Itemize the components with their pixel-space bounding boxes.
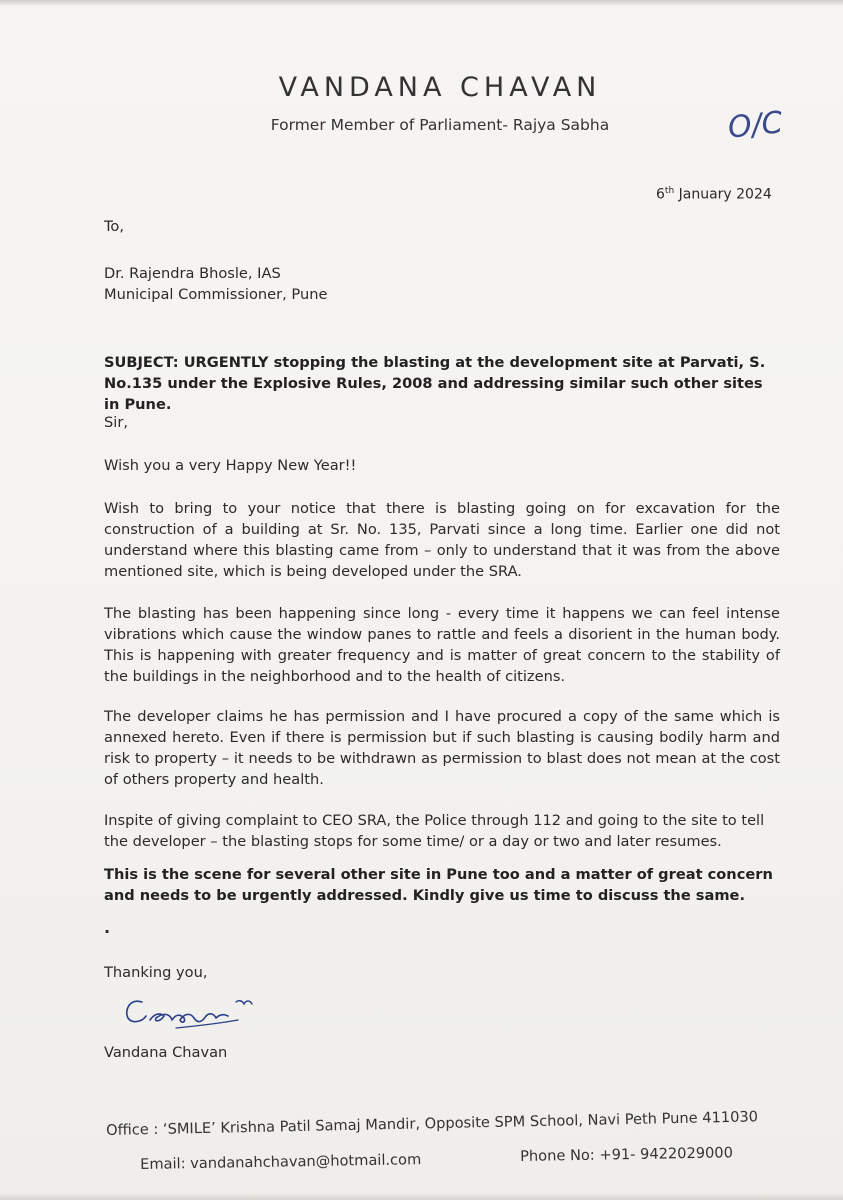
date-day: 6 (656, 186, 665, 203)
footer-office-address: Office : ‘SMILE’ Krishna Patil Samaj Mandir, Opposite SPM School, Navi Peth Pune 411030 (106, 1108, 759, 1139)
paragraph-3: The blasting has been happening since long - every time it happens we can feel intense vibrations which cause the window panes to rattle and feels a disorient in the human body. This is happening with greater frequency and is matter of great concern to the stability of the buildings in the neighborhood and to the health of citizens. (104, 605, 780, 685)
paragraph-5: Inspite of giving complaint to CEO SRA, the Police through 112 and going to the site to tell the developer – the blasting stops for some time/ or a day or two and later resumes. (104, 812, 765, 850)
date-suffix: th (664, 186, 675, 196)
paragraph-6: This is the scene for several other site in Pune too and a matter of great concern and needs to be urgently addressed. Kindly give us time to discuss the same. (104, 866, 773, 904)
date-rest: January 2024 (678, 186, 772, 203)
footer-phone: Phone No: +91- 9422029000 (520, 1144, 734, 1165)
subject-text: URGENTLY stopping the blasting at the development site at Parvati, S. No.135 under the Explosive Rules, 2008 and addressing similar such other sites in Pune. (104, 354, 766, 413)
recipient-to: To, (104, 218, 125, 235)
handwritten-margin-note: O/C (726, 105, 785, 146)
paper-top-edge (0, 0, 843, 6)
greeting: Sir, (104, 414, 128, 431)
letter-date (656, 186, 772, 203)
recipient-title: Municipal Commissioner, Pune (104, 286, 328, 303)
subject-label: SUBJECT: (104, 354, 179, 371)
signer-name: Vandana Chavan (104, 1044, 228, 1061)
paragraph-4: The developer claims he has permission and I have procured a copy of the same which is annexed hereto. Even if there is permission but if such blasting is causing bodily harm and risk to property – it needs to be withdrawn as permission to blast does not mean at the cost of others property and health. (104, 708, 780, 788)
recipient-name: Dr. Rajendra Bhosle, IAS (104, 265, 281, 282)
subject-line (104, 352, 780, 415)
paragraph-2: Wish to bring to your notice that there is blasting going on for excavation for the construction of a building at Sr. No. 135, Parvati since a long time. Earlier one did not understand where this blasting came from – only to understand that it was from the above mentioned site, which is being developed under the SRA. (104, 500, 780, 580)
handwritten-signature (120, 984, 280, 1040)
stray-period: . (104, 918, 111, 937)
letterhead-name: VANDANA CHAVAN (278, 72, 602, 103)
closing-thanks: Thanking you, (104, 964, 208, 981)
footer-email: Email: vandanahchavan@hotmail.com (140, 1151, 422, 1173)
paragraph-1: Wish you a very Happy New Year!! (104, 457, 357, 474)
letterhead-role: Former Member of Parliament- Rajya Sabha (270, 116, 610, 134)
paper-bottom-edge (0, 1192, 843, 1200)
